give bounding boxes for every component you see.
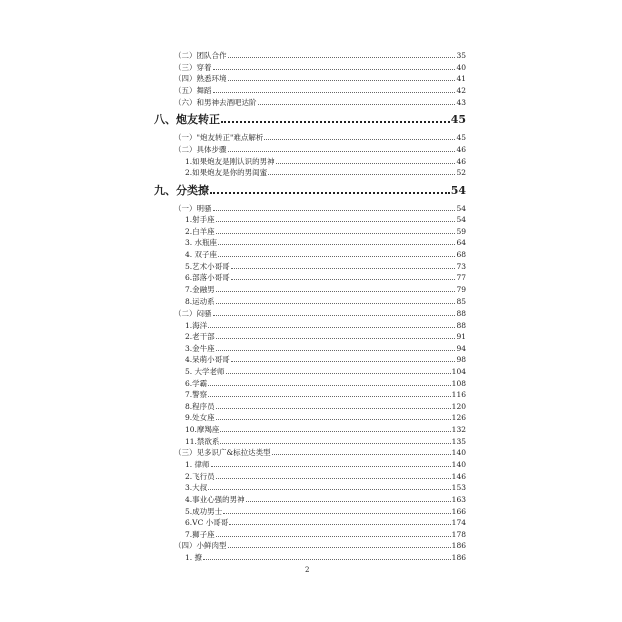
- dot-leader: [213, 315, 456, 316]
- dot-leader: [229, 524, 450, 525]
- dot-leader: [218, 256, 455, 257]
- dot-leader: [258, 104, 456, 105]
- toc-entry[interactable]: [185, 297, 466, 306]
- toc-entry-label: 5.艺术小哥哥: [185, 262, 230, 271]
- toc-entry-label: （一）明骚: [174, 204, 212, 213]
- toc-chapter-entry[interactable]: [154, 184, 466, 197]
- toc-entry[interactable]: [174, 51, 466, 60]
- dot-leader: [220, 443, 450, 444]
- toc-entry-label: 7.警察: [185, 390, 208, 399]
- dot-leader: [218, 244, 455, 245]
- toc-entry-page-number: 104: [451, 367, 466, 376]
- dot-leader: [231, 361, 456, 362]
- toc-entry-label: 八、炮友转正: [154, 113, 220, 126]
- toc-entry[interactable]: [174, 309, 466, 318]
- toc-entry-label: 2.老干部: [185, 332, 215, 341]
- toc-entry[interactable]: [185, 367, 466, 376]
- dot-leader: [264, 139, 455, 140]
- toc-entry-label: （三）穿着: [174, 63, 212, 72]
- toc-entry-page-number: 146: [451, 472, 466, 481]
- toc-entry-page-number: 186: [451, 541, 466, 550]
- toc-entry[interactable]: [185, 273, 466, 282]
- dot-leader: [216, 408, 451, 409]
- dot-leader: [216, 338, 456, 339]
- toc-entry-page-number: 41: [456, 74, 466, 83]
- toc-entry[interactable]: [174, 86, 466, 95]
- toc-entry[interactable]: [185, 344, 466, 353]
- toc-entry-page-number: 59: [456, 227, 466, 236]
- toc-entry-page-number: 186: [451, 553, 466, 562]
- dot-leader: [216, 419, 451, 420]
- toc-entry[interactable]: [185, 250, 466, 259]
- toc-entry[interactable]: [185, 390, 466, 399]
- dot-leader: [216, 350, 456, 351]
- toc-entry-label: 4.呆萌小哥哥: [185, 355, 230, 364]
- toc-entry-page-number: 98: [456, 355, 466, 364]
- toc-entry[interactable]: [185, 413, 466, 422]
- toc-entry-page-number: 46: [456, 145, 466, 154]
- toc-entry-label: 8.程序员: [185, 402, 215, 411]
- toc-entry-label: 2.飞行员: [185, 472, 215, 481]
- toc-entry-page-number: 174: [451, 518, 466, 527]
- toc-entry-page-number: 68: [456, 250, 466, 259]
- toc-entry[interactable]: [185, 238, 466, 247]
- toc-entry-page-number: 94: [456, 344, 466, 353]
- toc-entry-label: 2.如果炮友是你的男闺蜜: [185, 168, 268, 177]
- toc-entry-page-number: 35: [456, 51, 466, 60]
- dot-leader: [231, 268, 456, 269]
- page-number: 2: [305, 566, 310, 574]
- toc-entry-label: 1.海洋: [185, 321, 208, 330]
- dot-leader: [228, 547, 451, 548]
- toc-entry-page-number: 45: [456, 133, 466, 142]
- toc-entry-label: （五）舞蹈: [174, 86, 212, 95]
- toc-chapter-entry[interactable]: [154, 113, 466, 126]
- dot-leader: [208, 396, 451, 397]
- toc-entry-label: 7.金融男: [185, 285, 215, 294]
- toc-entry-label: 6.VC 小哥哥: [185, 518, 229, 527]
- toc-entry-page-number: 108: [451, 379, 466, 388]
- dot-leader: [228, 57, 456, 58]
- toc-entry[interactable]: [174, 204, 466, 213]
- toc-entry-label: 2.白羊座: [185, 227, 215, 236]
- dot-leader: [208, 327, 455, 328]
- toc-entry-page-number: 135: [451, 437, 466, 446]
- toc-entry-page-number: 42: [456, 86, 466, 95]
- toc-entry-page-number: 140: [451, 460, 466, 469]
- dot-leader: [223, 513, 451, 514]
- toc-entry[interactable]: [185, 402, 466, 411]
- toc-entry-page-number: 54: [456, 204, 466, 213]
- toc-entry-page-number: 88: [456, 309, 466, 318]
- toc-entry-label: 4. 双子座: [185, 250, 218, 259]
- toc-entry-label: 九、分类撩: [154, 184, 209, 197]
- toc-entry-page-number: 132: [451, 425, 466, 434]
- toc-entry-label: 11.禁欲系: [185, 437, 220, 446]
- toc-entry-page-number: 116: [451, 390, 466, 399]
- dot-leader: [208, 489, 451, 490]
- toc-entry-page-number: 40: [456, 63, 466, 72]
- toc-entry[interactable]: [185, 215, 466, 224]
- toc-entry-page-number: 64: [456, 238, 466, 247]
- dot-leader: [226, 373, 451, 374]
- toc-entry[interactable]: [185, 495, 466, 504]
- dot-leader: [276, 163, 456, 164]
- toc-entry[interactable]: [185, 262, 466, 271]
- toc-entry[interactable]: [174, 133, 466, 142]
- toc-entry-label: （六）和男神去酒吧达阶: [174, 98, 257, 107]
- toc-entry[interactable]: [174, 98, 466, 107]
- toc-entry-label: 8.运动系: [185, 297, 215, 306]
- toc-entry-page-number: 85: [456, 297, 466, 306]
- toc-entry-label: 9.处女座: [185, 413, 215, 422]
- toc-entry-label: 7.狮子座: [185, 530, 215, 539]
- toc-entry-label: 1. 撩: [185, 553, 203, 562]
- toc-entry-label: 1.如果炮友是刚认识的男神: [185, 157, 275, 166]
- toc-entry-page-number: 88: [456, 321, 466, 330]
- dot-leader: [221, 121, 450, 123]
- toc-entry-page-number: 140: [451, 448, 466, 457]
- toc-entry[interactable]: [174, 448, 466, 457]
- dot-leader: [213, 210, 456, 211]
- toc-entry[interactable]: [174, 541, 466, 550]
- dot-leader: [272, 454, 451, 455]
- toc-entry-label: 10.摩羯座: [185, 425, 220, 434]
- toc-entry-page-number: 43: [456, 98, 466, 107]
- toc-entry[interactable]: [185, 460, 466, 469]
- dot-leader: [268, 174, 455, 175]
- toc-entry-page-number: 77: [456, 273, 466, 282]
- toc-entry-page-number: 91: [456, 332, 466, 341]
- dot-leader: [210, 192, 450, 194]
- toc-entry[interactable]: [185, 355, 466, 364]
- toc-entry[interactable]: [185, 168, 466, 177]
- toc-entry-page-number: 45: [450, 113, 466, 126]
- dot-leader: [211, 466, 451, 467]
- toc-entry-label: 3. 水瓶座: [185, 238, 218, 247]
- toc-entry[interactable]: [185, 437, 466, 446]
- toc-entry-label: 5. 大学老师: [185, 367, 225, 376]
- toc-entry-label: （三）见多识广&标拉达类型: [174, 448, 271, 457]
- toc-entry-page-number: 126: [451, 413, 466, 422]
- toc-entry-label: 1.射手座: [185, 215, 215, 224]
- toc-entry-page-number: 46: [456, 157, 466, 166]
- dot-leader: [216, 221, 456, 222]
- toc-entry[interactable]: [185, 379, 466, 388]
- toc-entry-label: 3.大叔: [185, 483, 208, 492]
- toc-entry-label: 3.金牛座: [185, 344, 215, 353]
- toc-entry-label: 6.部落小哥哥: [185, 273, 230, 282]
- toc-entry-page-number: 79: [456, 285, 466, 294]
- toc-entry-page-number: 120: [451, 402, 466, 411]
- toc-entry[interactable]: [185, 227, 466, 236]
- toc-entry[interactable]: [185, 530, 466, 539]
- toc-entry-label: （四）熟悉环境: [174, 74, 227, 83]
- toc-entry-page-number: 163: [451, 495, 466, 504]
- toc-entry-page-number: 54: [456, 215, 466, 224]
- toc-entry-page-number: 73: [456, 262, 466, 271]
- dot-leader: [216, 291, 456, 292]
- toc-entry[interactable]: [185, 472, 466, 481]
- dot-leader: [203, 559, 451, 560]
- toc-entry[interactable]: [185, 332, 466, 341]
- dot-leader: [228, 80, 456, 81]
- toc-entry-page-number: 52: [456, 168, 466, 177]
- dot-leader: [231, 279, 456, 280]
- toc-entry-label: （四）小鲜肉型: [174, 541, 227, 550]
- toc-entry-page-number: 166: [451, 507, 466, 516]
- dot-leader: [213, 92, 456, 93]
- toc-entry[interactable]: [185, 425, 466, 434]
- toc-entry-page-number: 153: [451, 483, 466, 492]
- dot-leader: [220, 431, 450, 432]
- toc-entry[interactable]: [185, 483, 466, 492]
- toc-entry-label: 1. 律师: [185, 460, 210, 469]
- dot-leader: [216, 478, 451, 479]
- dot-leader: [208, 385, 451, 386]
- toc-entry-label: （一）"炮友转正"难点解析: [174, 133, 264, 142]
- toc-entry-label: 6.学霸: [185, 379, 208, 388]
- toc-entry[interactable]: [185, 285, 466, 294]
- toc-entry-label: （二）闷骚: [174, 309, 212, 318]
- dot-leader: [246, 501, 451, 502]
- dot-leader: [216, 536, 451, 537]
- toc-entry-page-number: 178: [451, 530, 466, 539]
- toc-entry[interactable]: [174, 145, 466, 154]
- toc-entry-label: 5.成功男士: [185, 507, 223, 516]
- toc-entry[interactable]: [185, 553, 466, 562]
- toc-entry-label: （二）具体步骤: [174, 145, 227, 154]
- dot-leader: [216, 303, 456, 304]
- toc-entry[interactable]: [185, 507, 466, 516]
- dot-leader: [228, 151, 456, 152]
- dot-leader: [216, 233, 456, 234]
- toc-entry-page-number: 54: [450, 184, 466, 197]
- toc-entry[interactable]: [185, 157, 466, 166]
- toc-entry[interactable]: [185, 518, 466, 527]
- dot-leader: [213, 69, 456, 70]
- toc-entry[interactable]: [174, 63, 466, 72]
- toc-entry-label: 4.事业心强的男神: [185, 495, 245, 504]
- toc-entry-label: （二）团队合作: [174, 51, 227, 60]
- toc-entry[interactable]: [185, 321, 466, 330]
- toc-entry[interactable]: [174, 74, 466, 83]
